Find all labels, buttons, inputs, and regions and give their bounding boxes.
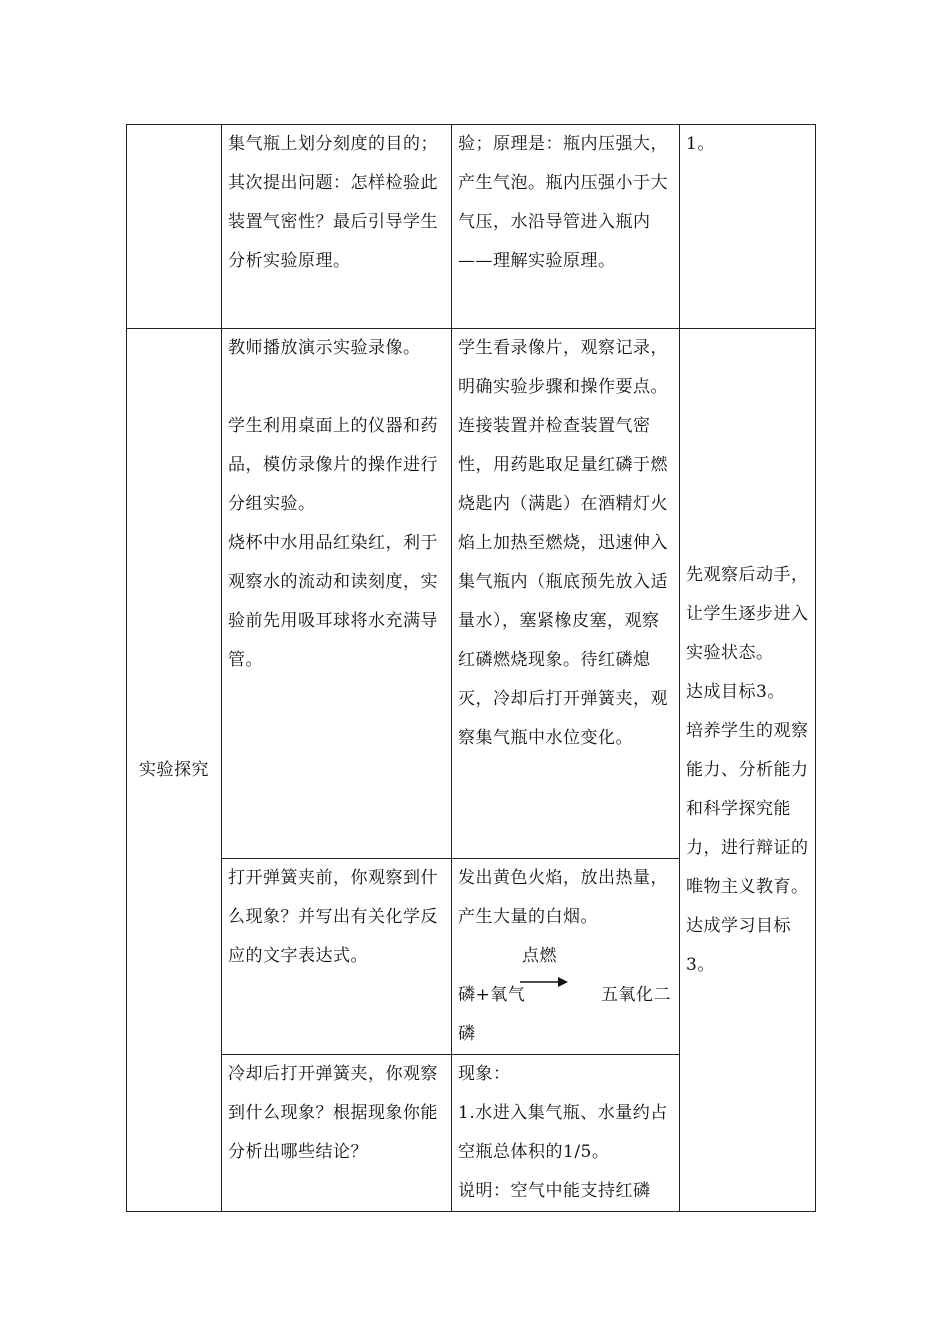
spacer xyxy=(228,368,445,407)
cell-text: 1。 xyxy=(686,134,715,154)
cell-text: 冷却后打开弹簧夹，你观察到什么现象？根据现象你能分析出哪些结论？ xyxy=(228,1064,438,1162)
cell-text: 培养学生的观察能力、分析能力和科学探究能力，进行辩证的唯物主义教育。 xyxy=(686,720,809,897)
cell-text: 学生利用桌面上的仪器和药品，模仿录像片的操作进行分组实验。 xyxy=(228,416,438,514)
cell-text: 达成学习目标3。 xyxy=(686,915,791,975)
reaction-condition: 点燃 xyxy=(522,946,557,966)
reactants: 磷+氧气 xyxy=(458,985,526,1005)
cell-text: 集气瓶上划分刻度的目的；其次提出问题：怎样检验此装置气密性？最后引导学生分析实验原理。 xyxy=(228,134,438,271)
teacher-activity-cell xyxy=(222,329,452,859)
teacher-activity-cell xyxy=(222,859,452,1055)
cell-text: 学生看录像片，观察记录，明确实验步骤和操作要点。 xyxy=(458,338,668,397)
design-intent-cell xyxy=(680,329,816,1212)
reaction-arrow-icon xyxy=(520,975,568,989)
cell-text: 达成目标3。 xyxy=(686,681,785,702)
student-activity-cell xyxy=(452,329,680,859)
cell-text: 1.水进入集气瓶、水量约占空瓶总体积的1/5。 xyxy=(458,1103,668,1162)
table-row xyxy=(127,329,816,859)
cell-text: 验；原理是：瓶内压强大，产生气泡。瓶内压强小于大气压，水沿导管进入瓶内——理解实验原理。 xyxy=(458,134,668,271)
category-cell xyxy=(127,125,222,329)
lesson-plan-table xyxy=(126,124,816,1212)
word-equation xyxy=(458,937,673,1015)
student-activity-cell xyxy=(452,125,680,329)
cell-text: 教师播放演示实验录像。 xyxy=(228,338,421,358)
cell-text: 发出黄色火焰，放出热量，产生大量的白烟。 xyxy=(458,868,668,927)
cell-text: 烧杯中水用品红染红，利于观察水的流动和读刻度，实验前先用吸耳球将水充满导管。 xyxy=(228,533,438,670)
cell-text: 连接装置并检查装置气密性，用药匙取足量红磷于燃烧匙内（满匙）在酒精灯火焰上加热至燃烧，迅速伸入集气瓶内（瓶底预先放入适量水），塞紧橡皮塞，观察红磷燃烧现象。待红磷熄灭，冷却后打开弹簧夹，观察集气瓶中水位变化。 xyxy=(458,416,668,748)
teacher-activity-cell xyxy=(222,1055,452,1212)
table-row xyxy=(127,125,816,329)
cell-text: 先观察后动手，让学生逐步进入实验状态。 xyxy=(686,564,809,663)
cell-text: 现象： xyxy=(458,1064,511,1084)
category-cell: 实验探究 xyxy=(127,329,222,1212)
design-intent-cell xyxy=(680,125,816,329)
student-activity-cell xyxy=(452,859,680,1055)
cell-text: 打开弹簧夹前，你观察到什么现象？并写出有关化学反应的文字表达式。 xyxy=(228,868,438,966)
student-activity-cell xyxy=(452,1055,680,1212)
cell-text: 说明：空气中能支持红磷 xyxy=(458,1181,651,1201)
product-continued: 磷 xyxy=(458,1024,476,1044)
teacher-activity-cell xyxy=(222,125,452,329)
product: 五氧化二 xyxy=(601,985,671,1005)
